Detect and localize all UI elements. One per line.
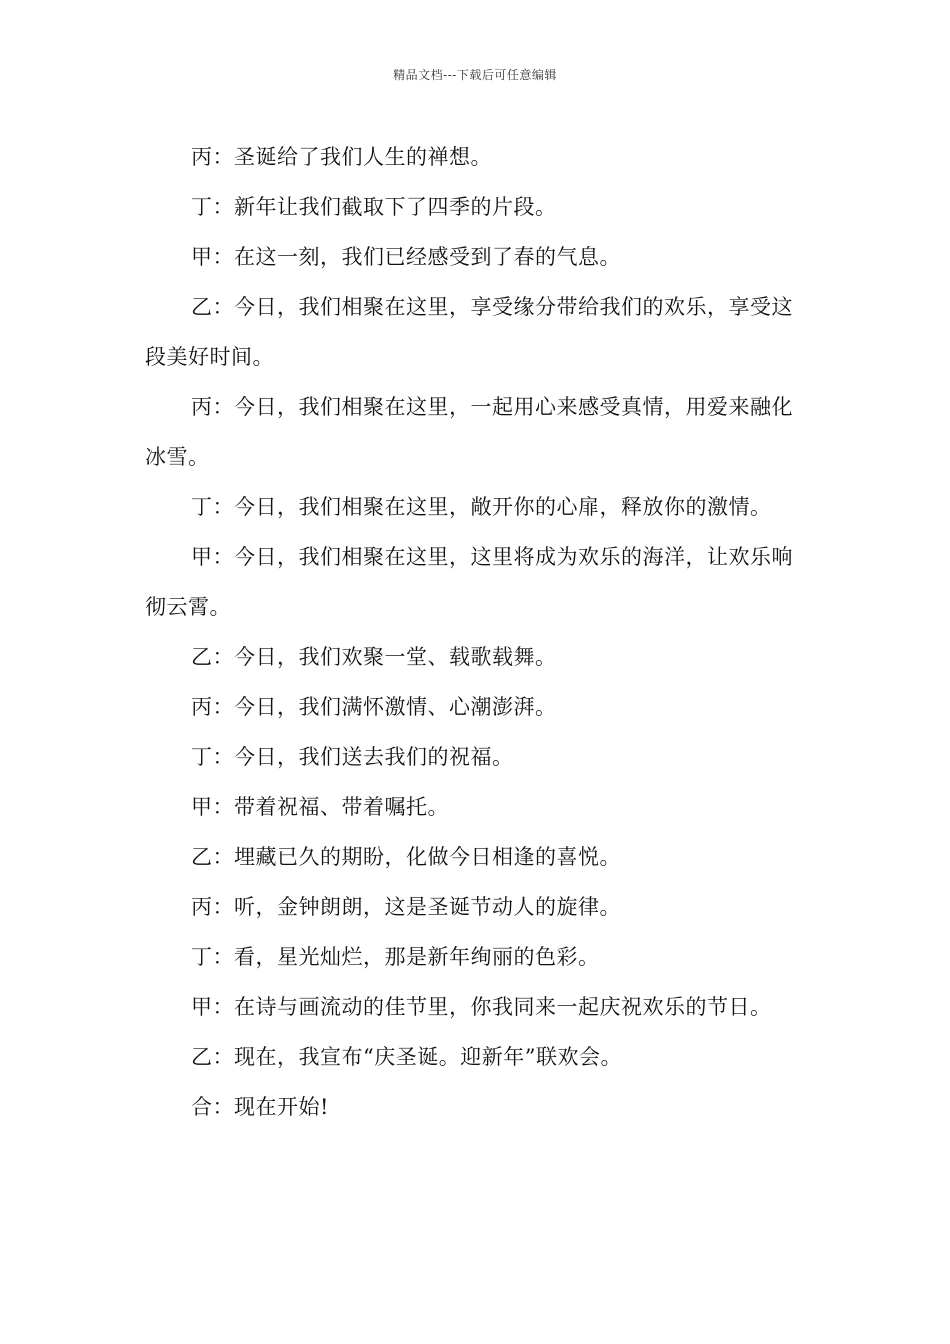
dialogue-line: 丁：看，星光灿烂，那是新年绚丽的色彩。 bbox=[191, 945, 600, 969]
dialogue-line: 丁：今日，我们相聚在这里，敞开你的心扉，释放你的激情。 bbox=[191, 495, 772, 519]
dialogue-line: 乙：今日，我们相聚在这里，享受缘分带给我们的欢乐，享受这段美好时间。 bbox=[145, 295, 793, 369]
dialogue-line: 甲：在诗与画流动的佳节里，你我同来一起庆祝欢乐的节日。 bbox=[191, 995, 772, 1019]
dialogue-line: 丁：今日，我们送去我们的祝福。 bbox=[191, 745, 514, 769]
dialogue-line: 丙：今日，我们满怀激情、心潮澎湃。 bbox=[191, 695, 557, 719]
dialogue-line: 丙：听，金钟朗朗，这是圣诞节动人的旋律。 bbox=[191, 895, 621, 919]
dialogue-line: 合：现在开始! bbox=[191, 1095, 329, 1119]
dialogue-line: 乙：现在，我宣布“庆圣诞。迎新年”联欢会。 bbox=[191, 1045, 622, 1069]
dialogue-line: 甲：今日，我们相聚在这里，这里将成为欢乐的海洋，让欢乐响彻云霄。 bbox=[145, 545, 793, 619]
dialogue-line: 甲：在这一刻，我们已经感受到了春的气息。 bbox=[191, 245, 621, 269]
dialogue-line: 丙：今日，我们相聚在这里，一起用心来感受真情，用爱来融化冰雪。 bbox=[145, 395, 793, 469]
script-body bbox=[145, 132, 810, 1132]
dialogue-line: 乙：今日，我们欢聚一堂、载歌载舞。 bbox=[191, 645, 557, 669]
dialogue-line: 丁：新年让我们截取下了四季的片段。 bbox=[191, 195, 557, 219]
page-header: 精品文档---下载后可任意编辑 bbox=[393, 68, 557, 82]
dialogue-line: 乙：埋藏已久的期盼，化做今日相逢的喜悦。 bbox=[191, 845, 621, 869]
dialogue-line: 甲：带着祝福、带着嘱托。 bbox=[191, 795, 449, 819]
dialogue-line: 丙：圣诞给了我们人生的禅想。 bbox=[191, 145, 492, 169]
